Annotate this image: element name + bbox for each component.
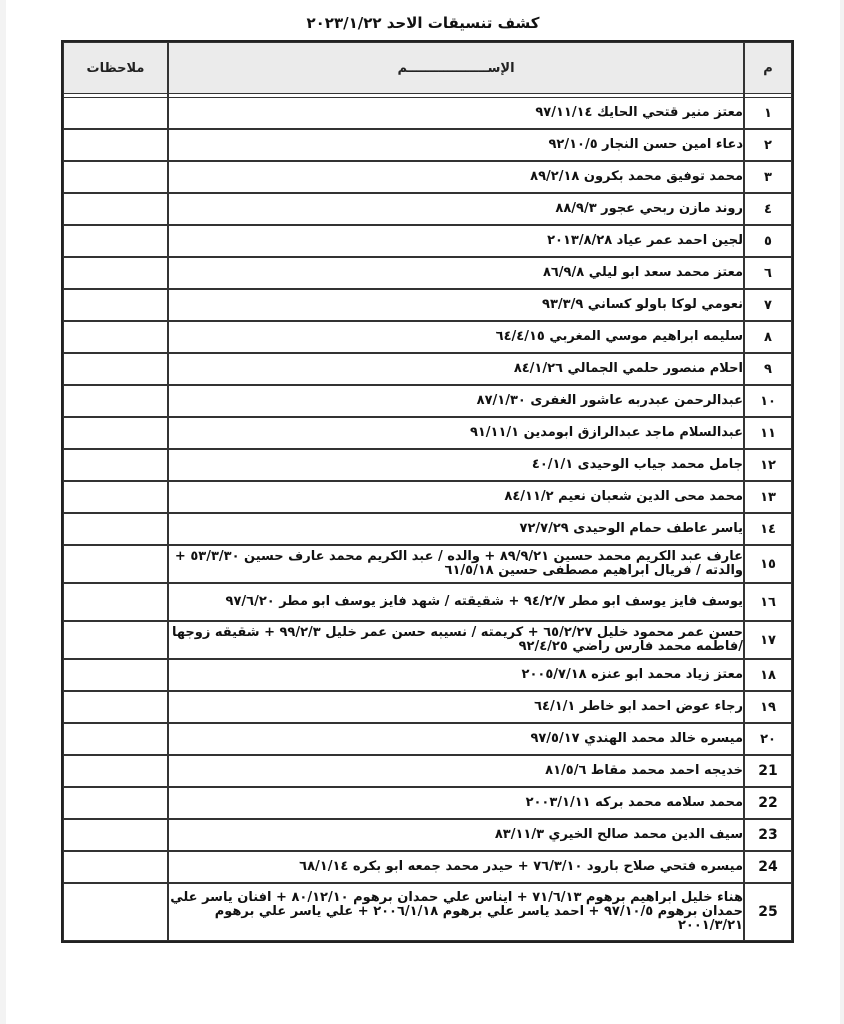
table-row (63, 691, 792, 723)
row-number: ١٦ (744, 583, 792, 621)
row-notes (63, 353, 168, 385)
table-row (63, 225, 792, 257)
header-notes: ملاحظات (63, 42, 168, 94)
table-row (63, 819, 792, 851)
row-name: نعومي لوكا باولو كساني ٩٣/٣/٩ (168, 289, 744, 321)
header-name: الإســــــــــــــــــم (168, 42, 744, 94)
row-number: 25 (744, 883, 792, 941)
table-row (63, 289, 792, 321)
table-row (63, 481, 792, 513)
row-notes (63, 417, 168, 449)
row-number: ١١ (744, 417, 792, 449)
row-number: ١٥ (744, 545, 792, 583)
document-page (6, 0, 840, 1024)
row-notes (63, 819, 168, 851)
row-number: 24 (744, 851, 792, 883)
table-row (63, 129, 792, 161)
table-row (63, 417, 792, 449)
row-notes (63, 193, 168, 225)
table-row (63, 787, 792, 819)
row-notes (63, 755, 168, 787)
row-notes (63, 161, 168, 193)
row-number: ١٩ (744, 691, 792, 723)
row-name: ميسره خالد محمد الهندي ٩٧/٥/١٧ (168, 723, 744, 755)
row-number: ١٣ (744, 481, 792, 513)
row-number: ٤ (744, 193, 792, 225)
row-number: ١٨ (744, 659, 792, 691)
row-number: 21 (744, 755, 792, 787)
row-name: محمد توفيق محمد بكرون ٨٩/٢/١٨ (168, 161, 744, 193)
row-notes (63, 449, 168, 481)
row-name: عبدالرحمن عبدربه عاشور الغفرى ٨٧/١/٣٠ (168, 385, 744, 417)
row-name: محمد سلامه محمد بركه ٢٠٠٣/١/١١ (168, 787, 744, 819)
table-row (63, 193, 792, 225)
row-name: معتز محمد سعد ابو ليلي ٨٦/٩/٨ (168, 257, 744, 289)
row-number: ٥ (744, 225, 792, 257)
row-number: ١٤ (744, 513, 792, 545)
row-name: ياسر عاطف حمام الوحيدى ٧٢/٧/٢٩ (168, 513, 744, 545)
row-name: جامل محمد جياب الوحيدى ٤٠/١/١ (168, 449, 744, 481)
row-name: ميسره فتحي صلاح بارود ٧٦/٣/١٠ + حيدر محمد جمعه ابو بكره ٦٨/١/١٤ (168, 851, 744, 883)
table-row (63, 851, 792, 883)
row-number: ٧ (744, 289, 792, 321)
table-row (63, 353, 792, 385)
row-name: محمد محى الدين شعبان نعيم ٨٤/١١/٢ (168, 481, 744, 513)
row-notes (63, 321, 168, 353)
header-number: م (744, 42, 792, 94)
row-notes (63, 851, 168, 883)
row-name: هناء خليل ابراهيم برهوم ٧١/٦/١٣ + ايناس علي حمدان برهوم ٨٠/١٢/١٠ + افنان ياسر علي حمدان برهوم ٩٧/١٠/٥ + احمد ياسر علي برهوم ٢٠٠٦/١/١٨ + علي ياسر علي برهوم ٢٠٠١/٣/٢١ (168, 883, 744, 941)
row-name: حسن عمر محمود خليل ٦٥/٢/٢٧ + كريمته / نسيبه حسن عمر خليل ٩٩/٢/٣ + شقيقه زوجها /فاطمه محمد فارس راضي ٩٢/٤/٢٥ (168, 621, 744, 659)
row-notes (63, 545, 168, 583)
row-notes (63, 513, 168, 545)
table-row (63, 321, 792, 353)
row-number: ٢ (744, 129, 792, 161)
row-number: ١ (744, 97, 792, 129)
row-notes (63, 257, 168, 289)
table-row (63, 755, 792, 787)
row-name: سيف الدين محمد صالح الخيري ٨٣/١١/٣ (168, 819, 744, 851)
row-name: خديجه احمد محمد مقاط ٨١/٥/٦ (168, 755, 744, 787)
table-row (63, 723, 792, 755)
row-notes (63, 97, 168, 129)
row-notes (63, 723, 168, 755)
table-row (63, 257, 792, 289)
row-name: روند مازن ربحي عجور ٨٨/٩/٣ (168, 193, 744, 225)
row-number: ٨ (744, 321, 792, 353)
table-row (63, 449, 792, 481)
row-notes (63, 225, 168, 257)
table-row (63, 385, 792, 417)
row-number: ٢٠ (744, 723, 792, 755)
row-number: ٣ (744, 161, 792, 193)
table-body (63, 94, 792, 941)
row-notes (63, 289, 168, 321)
row-name: احلام منصور حلمي الجمالي ٨٤/١/٢٦ (168, 353, 744, 385)
row-name: رجاء عوض احمد ابو خاطر ٦٤/١/١ (168, 691, 744, 723)
row-name: عبدالسلام ماجد عبدالرازق ابومدين ٩١/١١/١ (168, 417, 744, 449)
table-row (63, 161, 792, 193)
table-row (63, 545, 792, 583)
row-number: 23 (744, 819, 792, 851)
table-row (63, 513, 792, 545)
names-table (61, 40, 794, 943)
row-name: سليمه ابراهيم موسي المغربي ٦٤/٤/١٥ (168, 321, 744, 353)
row-name: معتز زياد محمد ابو عنزه ٢٠٠٥/٧/١٨ (168, 659, 744, 691)
row-notes (63, 621, 168, 659)
row-name: يوسف فايز يوسف ابو مطر ٩٤/٢/٧ + شقيقته / شهد فايز يوسف ابو مطر ٩٧/٦/٢٠ (168, 583, 744, 621)
row-notes (63, 129, 168, 161)
row-notes (63, 883, 168, 941)
table-row (63, 883, 792, 941)
row-number: 22 (744, 787, 792, 819)
row-name: دعاء امين حسن النجار ٩٢/١٠/٥ (168, 129, 744, 161)
row-notes (63, 659, 168, 691)
table-row (63, 621, 792, 659)
row-number: ٩ (744, 353, 792, 385)
row-number: ١٢ (744, 449, 792, 481)
document-title: كشف تنسيقات الاحد ٢٠٢٣/١/٢٢ (306, 14, 540, 32)
row-notes (63, 691, 168, 723)
row-name: عارف عبد الكريم محمد حسين ٨٩/٩/٢١ + والده / عبد الكريم محمد عارف حسين ٥٣/٣/٣٠ + والدته / فريال ابراهيم مصطفى حسين ٦١/٥/١٨ (168, 545, 744, 583)
table-row (63, 583, 792, 621)
row-notes (63, 583, 168, 621)
table-row (63, 97, 792, 129)
row-notes (63, 481, 168, 513)
row-name: لجين احمد عمر عياد ٢٠١٣/٨/٢٨ (168, 225, 744, 257)
row-name: معتز منير قتحي الحايك ٩٧/١١/١٤ (168, 97, 744, 129)
table-row (63, 659, 792, 691)
row-number: ٦ (744, 257, 792, 289)
row-notes (63, 385, 168, 417)
row-number: ١٠ (744, 385, 792, 417)
table-header-row (63, 42, 792, 94)
row-notes (63, 787, 168, 819)
row-number: ١٧ (744, 621, 792, 659)
